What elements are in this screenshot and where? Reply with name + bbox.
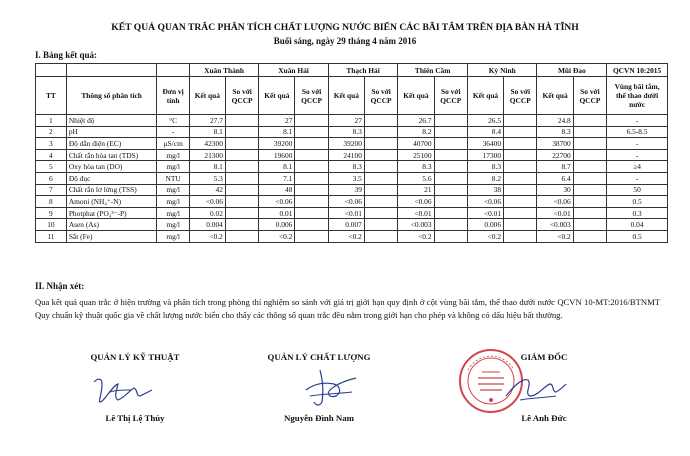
table-row (36, 230, 668, 242)
document-subtitle: Buổi sáng, ngày 29 tháng 4 năm 2016 (273, 36, 417, 46)
compare-cell (434, 126, 467, 138)
compare-cell (434, 196, 467, 208)
header-blank (157, 64, 189, 77)
parameter-name: Sắt (Fe) (66, 230, 157, 242)
compare-cell (295, 184, 328, 196)
table-row (36, 172, 668, 184)
header-compare: So với QCCP (504, 77, 537, 115)
unit-cell: mg/l (157, 196, 189, 208)
result-value: 8.1 (259, 161, 295, 173)
header-tt: TT (36, 77, 67, 115)
header-site: Thiên Cầm (398, 64, 468, 77)
header-site: Xuân Hải (259, 64, 329, 77)
result-value: 24.8 (537, 115, 573, 127)
result-value: 3.5 (328, 172, 364, 184)
result-value: 8.3 (328, 126, 364, 138)
standard-value: ≥4 (607, 161, 668, 173)
result-value: 8.1 (189, 161, 225, 173)
result-value: 0.006 (259, 219, 295, 231)
header-compare: So với QCCP (295, 77, 328, 115)
row-number: 11 (36, 230, 67, 242)
compare-cell (295, 138, 328, 150)
header-result: Kết quả (537, 77, 573, 115)
compare-cell (504, 172, 537, 184)
row-number: 2 (36, 126, 67, 138)
standard-value: - (607, 172, 668, 184)
compare-cell (504, 149, 537, 161)
compare-cell (364, 138, 397, 150)
result-value: 5.3 (189, 172, 225, 184)
header-site: Kỳ Ninh (467, 64, 537, 77)
table-row (36, 149, 668, 161)
compare-cell (225, 115, 258, 127)
result-value: <0.2 (398, 230, 434, 242)
result-value: 48 (259, 184, 295, 196)
compare-cell (364, 196, 397, 208)
compare-cell (504, 230, 537, 242)
result-value: 39 (328, 184, 364, 196)
compare-cell (573, 184, 606, 196)
result-value: 8.3 (328, 161, 364, 173)
result-value: 25100 (398, 149, 434, 161)
compare-cell (434, 230, 467, 242)
header-compare: So với QCCP (434, 77, 467, 115)
result-value: 38 (467, 184, 503, 196)
compare-cell (573, 115, 606, 127)
result-value: 21 (398, 184, 434, 196)
result-value: 7.1 (259, 172, 295, 184)
compare-cell (295, 196, 328, 208)
result-value: 26.7 (398, 115, 434, 127)
result-value: <0.2 (467, 230, 503, 242)
compare-cell (434, 138, 467, 150)
result-value: <0.06 (328, 196, 364, 208)
result-value: 8.7 (537, 161, 573, 173)
compare-cell (504, 219, 537, 231)
result-value: 40700 (398, 138, 434, 150)
row-number: 4 (36, 149, 67, 161)
result-value: <0.2 (189, 230, 225, 242)
unit-cell: °C (157, 115, 189, 127)
result-value: <0.01 (328, 207, 364, 219)
compare-cell (504, 126, 537, 138)
remarks-paragraph: Qua kết quả quan trắc ở hiện trường và phân tích trong phòng thí nghiệm so sánh với giá trị giới hạn quy định ở cột vùng bãi tắm, thể thao dưới nước QCVN 10-MT:2016/BTNMT Quy chuẩn kỹ thuật quốc gia về chất lượng nước biển cho thấy các thông số quan trắc đều nằm trong giới hạn cho phép và không có dấu hiệu bất thường. (35, 297, 660, 320)
parameter-name: Asen (As) (66, 219, 157, 231)
compare-cell (364, 230, 397, 242)
parameter-name: Photphat (PO₄³⁻-P) (66, 207, 157, 219)
header-standard-sub: Vùng bãi tắm, thể thao dưới nước (607, 77, 668, 115)
unit-cell: NTU (157, 172, 189, 184)
result-value: 27 (328, 115, 364, 127)
compare-cell (295, 219, 328, 231)
result-value: 0.01 (259, 207, 295, 219)
compare-cell (225, 196, 258, 208)
header-compare: So với QCCP (364, 77, 397, 115)
row-number: 10 (36, 219, 67, 231)
table-row (36, 161, 668, 173)
result-value: 19600 (259, 149, 295, 161)
header-unit: Đơn vị tính (157, 77, 189, 115)
compare-cell (573, 138, 606, 150)
compare-cell (364, 184, 397, 196)
parameter-name: Chất rắn lơ lửng (TSS) (66, 184, 157, 196)
header-result: Kết quả (259, 77, 295, 115)
row-number: 9 (36, 207, 67, 219)
unit-cell: mg/l (157, 149, 189, 161)
parameter-name: Nhiệt độ (66, 115, 157, 127)
results-table (35, 63, 668, 243)
compare-cell (434, 207, 467, 219)
document-title: KẾT QUẢ QUAN TRẮC PHÂN TÍCH CHẤT LƯỢNG NƯỚC BIỂN CÁC BÃI TẮM TRÊN ĐỊA BÀN HÀ TĨNH (111, 22, 579, 33)
section-results-heading: I. Bảng kết quả: (35, 50, 98, 60)
compare-cell (573, 149, 606, 161)
result-value: 30 (537, 184, 573, 196)
compare-cell (504, 115, 537, 127)
row-number: 6 (36, 172, 67, 184)
table-row (36, 115, 668, 127)
parameter-name: Độ dẫn điện (EC) (66, 138, 157, 150)
compare-cell (434, 219, 467, 231)
compare-cell (225, 230, 258, 242)
unit-cell: mg/l (157, 207, 189, 219)
unit-cell: mg/l (157, 219, 189, 231)
row-number: 8 (36, 196, 67, 208)
header-compare: So với QCCP (225, 77, 258, 115)
result-value: 8.4 (467, 126, 503, 138)
compare-cell (434, 184, 467, 196)
result-value: 42 (189, 184, 225, 196)
result-value: 36400 (467, 138, 503, 150)
result-value: 5.6 (398, 172, 434, 184)
unit-cell: - (157, 126, 189, 138)
header-result: Kết quả (328, 77, 364, 115)
section-remarks-heading: II. Nhận xét: (35, 281, 85, 291)
compare-cell (573, 230, 606, 242)
result-value: 6.4 (537, 172, 573, 184)
result-value: 42300 (189, 138, 225, 150)
result-value: 21300 (189, 149, 225, 161)
compare-cell (364, 207, 397, 219)
compare-cell (573, 219, 606, 231)
header-result: Kết quả (398, 77, 434, 115)
parameter-name: Oxy hòa tan (DO) (66, 161, 157, 173)
result-value: 27.7 (189, 115, 225, 127)
table-row (36, 196, 668, 208)
result-value: <0.2 (537, 230, 573, 242)
compare-cell (295, 230, 328, 242)
compare-cell (573, 207, 606, 219)
standard-value: 50 (607, 184, 668, 196)
header-site: Mũi Đao (537, 64, 607, 77)
compare-cell (573, 172, 606, 184)
result-value: 8.3 (398, 161, 434, 173)
compare-cell (573, 161, 606, 173)
result-value: <0.003 (398, 219, 434, 231)
compare-cell (295, 149, 328, 161)
result-value: 0.006 (467, 219, 503, 231)
signature-title-quality: QUẢN LÝ CHẤT LƯỢNG (267, 352, 371, 362)
standard-value: 6.5-8.5 (607, 126, 668, 138)
compare-cell (364, 126, 397, 138)
result-value: <0.2 (328, 230, 364, 242)
compare-cell (364, 149, 397, 161)
result-value: <0.06 (189, 196, 225, 208)
unit-cell: mg/l (157, 161, 189, 173)
compare-cell (364, 172, 397, 184)
result-value: 27 (259, 115, 295, 127)
compare-cell (295, 172, 328, 184)
table-row (36, 138, 668, 150)
standard-value: - (607, 149, 668, 161)
header-compare: So với QCCP (573, 77, 606, 115)
result-value: 8.3 (537, 126, 573, 138)
result-value: 8.2 (398, 126, 434, 138)
result-value: <0.003 (537, 219, 573, 231)
header-blank (66, 64, 157, 77)
row-number: 7 (36, 184, 67, 196)
result-value: 8.2 (467, 172, 503, 184)
header-site: Thạch Hải (328, 64, 398, 77)
compare-cell (225, 172, 258, 184)
result-value: <0.06 (259, 196, 295, 208)
handwritten-signature-quality (296, 362, 368, 408)
parameter-name: Amoni (NH₄⁺-N) (66, 196, 157, 208)
result-value: 39200 (328, 138, 364, 150)
row-number: 1 (36, 115, 67, 127)
result-value: 22700 (537, 149, 573, 161)
compare-cell (225, 138, 258, 150)
result-value: <0.06 (467, 196, 503, 208)
signature-name-quality: Nguyễn Đình Nam (284, 413, 354, 423)
compare-cell (504, 196, 537, 208)
parameter-name: pH (66, 126, 157, 138)
compare-cell (295, 161, 328, 173)
compare-cell (364, 115, 397, 127)
compare-cell (434, 161, 467, 173)
result-value: 8.1 (259, 126, 295, 138)
header-standard: QCVN 10:2015 (607, 64, 668, 77)
compare-cell (225, 184, 258, 196)
header-site: Xuân Thành (189, 64, 259, 77)
table-row (36, 126, 668, 138)
parameter-name: Chất rắn hòa tan (TDS) (66, 149, 157, 161)
compare-cell (225, 126, 258, 138)
result-value: 8.1 (189, 126, 225, 138)
compare-cell (573, 126, 606, 138)
result-value: 0.02 (189, 207, 225, 219)
compare-cell (504, 138, 537, 150)
unit-cell: mg/l (157, 230, 189, 242)
result-value: 17300 (467, 149, 503, 161)
result-value: <0.01 (537, 207, 573, 219)
result-value: <0.06 (398, 196, 434, 208)
compare-cell (434, 149, 467, 161)
compare-cell (504, 207, 537, 219)
compare-cell (434, 172, 467, 184)
result-value: 24100 (328, 149, 364, 161)
compare-cell (225, 161, 258, 173)
header-result: Kết quả (189, 77, 225, 115)
compare-cell (295, 115, 328, 127)
table-row (36, 207, 668, 219)
header-blank (36, 64, 67, 77)
standard-value: - (607, 138, 668, 150)
compare-cell (504, 161, 537, 173)
compare-cell (434, 115, 467, 127)
signature-title-director: GIÁM ĐỐC (520, 352, 568, 362)
compare-cell (504, 184, 537, 196)
row-number: 3 (36, 138, 67, 150)
result-value: 0.007 (328, 219, 364, 231)
result-value: <0.01 (398, 207, 434, 219)
result-value: 38700 (537, 138, 573, 150)
result-value: 39200 (259, 138, 295, 150)
compare-cell (225, 207, 258, 219)
standard-value: 0.5 (607, 196, 668, 208)
standard-value: - (607, 115, 668, 127)
results-body (36, 115, 668, 243)
unit-cell: µS/cm (157, 138, 189, 150)
parameter-name: Độ đục (66, 172, 157, 184)
header-result: Kết quả (467, 77, 503, 115)
compare-cell (225, 149, 258, 161)
result-value: <0.2 (259, 230, 295, 242)
signature-title-technical: QUẢN LÝ KỸ THUẬT (90, 352, 180, 362)
table-row (36, 219, 668, 231)
compare-cell (364, 161, 397, 173)
standard-value: 0.3 (607, 207, 668, 219)
signature-name-technical: Lê Thị Lệ Thúy (105, 413, 165, 423)
standard-value: 0.5 (607, 230, 668, 242)
result-value: 8.3 (467, 161, 503, 173)
result-value: <0.01 (467, 207, 503, 219)
handwritten-signature-director (500, 366, 570, 410)
result-value: 26.5 (467, 115, 503, 127)
table-row (36, 184, 668, 196)
compare-cell (225, 219, 258, 231)
signature-name-director: Lê Anh Đức (521, 413, 567, 423)
compare-cell (364, 219, 397, 231)
compare-cell (295, 126, 328, 138)
handwritten-signature-technical (88, 368, 158, 410)
result-value: <0.06 (537, 196, 573, 208)
compare-cell (573, 196, 606, 208)
standard-value: 0.04 (607, 219, 668, 231)
unit-cell: mg/l (157, 184, 189, 196)
row-number: 5 (36, 161, 67, 173)
compare-cell (295, 207, 328, 219)
result-value: 0.004 (189, 219, 225, 231)
header-param: Thông số phân tích (66, 77, 157, 115)
